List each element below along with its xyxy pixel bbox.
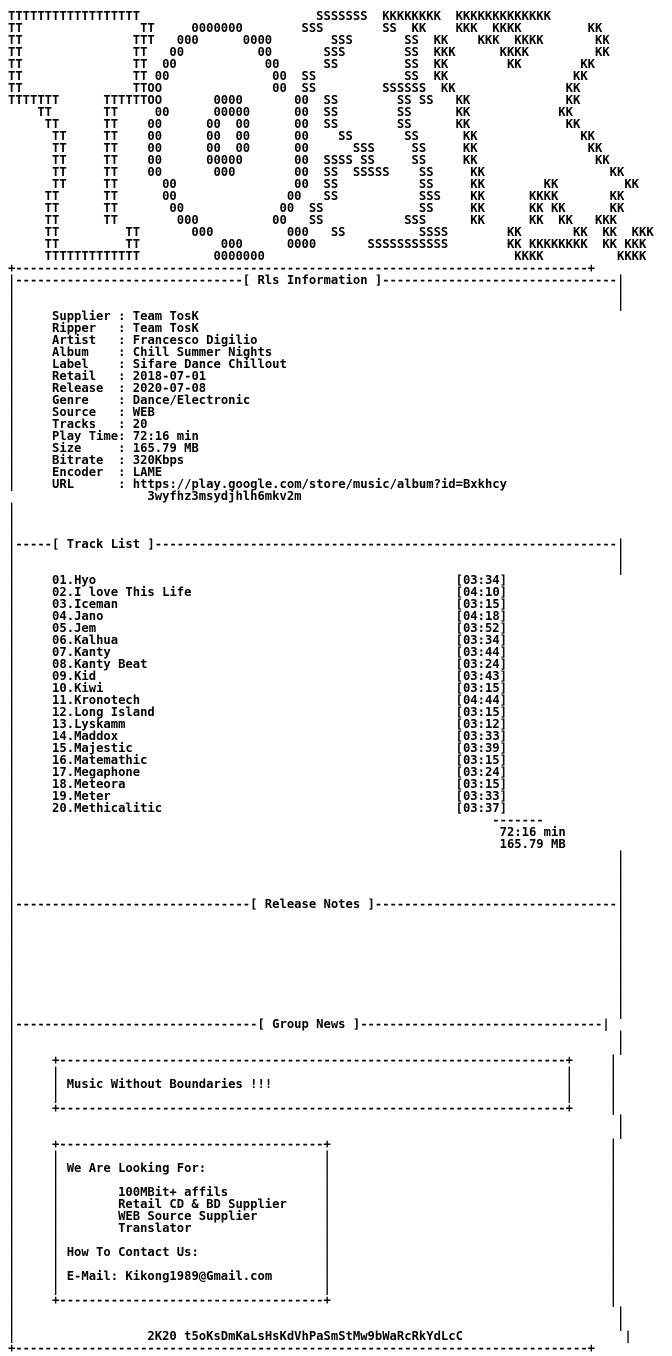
total-size: 165.79 MB: [499, 837, 566, 851]
looking-for-title: We Are Looking For:: [66, 1161, 207, 1175]
track-number: 02: [52, 585, 67, 599]
looking-for-item: Translator: [118, 1221, 192, 1235]
track-duration: 03:44: [462, 645, 500, 659]
looking-for-item: Retail CD & BD Supplier: [118, 1197, 287, 1211]
release-info-value: 2018-07-01: [132, 369, 207, 383]
release-info-row: | Album : Chill Summer Nights: [8, 345, 273, 359]
looking-for-item: 100MBit+ affils: [118, 1185, 229, 1199]
track-number: 19: [52, 789, 67, 803]
release-info-value: https://play.google.com/store/music/album?id=Bxkhcy 3wyfhz3msydjhlh6mkv2m: [132, 477, 507, 503]
track-duration: 03:12: [462, 717, 500, 731]
track-row: | 14.Maddox [03:33]: [8, 729, 507, 743]
track-list-header: |-----[ Track List ]---------------------------------------------------------------|: [8, 537, 625, 551]
track-title: Matemathic: [74, 753, 148, 767]
track-duration: 03:33: [462, 729, 500, 743]
track-title: Kronotech: [74, 693, 141, 707]
track-row: | 01.Hyo [03:34]: [8, 573, 507, 587]
release-info-value: Francesco Digilio: [132, 333, 258, 347]
release-info-row: | Tracks : 20: [8, 417, 148, 431]
track-number: 10: [52, 681, 67, 695]
track-duration: 04:10: [462, 585, 500, 599]
track-row: | 04.Jano [04:18]: [8, 609, 507, 623]
track-duration: 04:44: [462, 693, 500, 707]
group-news-header: |---------------------------------[ Group News ]---------------------------------|: [8, 1017, 610, 1031]
release-info-row: | Supplier : Team TosK: [8, 309, 199, 323]
track-title: Jano: [74, 609, 104, 623]
track-duration: 03:15: [462, 777, 500, 791]
track-number: 09: [52, 669, 67, 683]
release-info-key: Label: [52, 357, 119, 371]
release-info-row: | Size : 165.79 MB: [8, 441, 199, 455]
track-row: | 17.Megaphone [03:24]: [8, 765, 507, 779]
track-duration: 03:15: [462, 753, 500, 767]
track-title: Methicalitic: [74, 801, 163, 815]
contact-title: How To Contact Us:: [66, 1245, 199, 1259]
release-info-key: Encoder: [52, 465, 119, 479]
track-title: Long Island: [74, 705, 155, 719]
release-info-row: | Label : Sifare Dance Chillout: [8, 357, 287, 371]
track-row: | 19.Meter [03:33]: [8, 789, 507, 803]
release-info-key: Genre: [52, 393, 119, 407]
release-info-value: Team TosK: [132, 309, 199, 323]
track-number: 16: [52, 753, 67, 767]
release-info-row: | Bitrate : 320Kbps: [8, 453, 185, 467]
track-title: I love This Life: [74, 585, 192, 599]
release-info-value: 72:16 min: [132, 429, 199, 443]
release-info-value: Team TosK: [132, 321, 199, 335]
track-number: 15: [52, 741, 67, 755]
release-info-key: Source: [52, 405, 119, 419]
release-info-key: Bitrate: [52, 453, 119, 467]
track-row: | 02.I love This Life [04:10]: [8, 585, 507, 599]
track-number: 17: [52, 765, 67, 779]
track-title: Kanty: [74, 645, 111, 659]
release-info-value: WEB: [132, 405, 155, 419]
track-row: | 10.Kiwi [03:15]: [8, 681, 507, 695]
track-number: 18: [52, 777, 67, 791]
track-title: Kid: [74, 669, 97, 683]
track-number: 06: [52, 633, 67, 647]
track-row: | 06.Kalhua [03:34]: [8, 633, 507, 647]
release-info-value: Sifare Dance Chillout: [132, 357, 287, 371]
track-duration: 03:15: [462, 705, 500, 719]
release-info-value: 320Kbps: [132, 453, 185, 467]
track-row: | 05.Jem [03:52]: [8, 621, 507, 635]
release-info-value: Chill Summer Nights: [132, 345, 273, 359]
track-duration: 03:39: [462, 741, 500, 755]
ascii-logo: TTTTTTTTTTTTTTTTTT SSSSSSS KKKKKKKK KKKKKKKKKKKKK TT TT 0000000 SSS SS KK KKK KKKK KK TT TTT 000 0000 SSS SS KK KKK KKKK KK TT TT 00 00 SSS SS KKK KKKK KK TT TT 00 00 SS SS KK KK KK TT TT 00 00 SS SS KK KK TT TTOO 00 SS SSSSSS KK KK TTTTTTT TTTTTTOO 0000 00 SS SS SS KK KK TT TT 00 00000 00 SS SS KK KK TT TT 00 00 00 00 SS SS KK KK TT TT 00 00 00 00 SS SS KK KK TT TT 00 00 00 00 SSS SS KK KK TT TT 00 00000 00 SSSS SS SS KK KK TT TT 00 000 00 SS SSSSS SS KK KK TT TT 00 00 SS SS KK KK KK TT TT 00 00 SS SSS KK KKKK KK TT TT 00 00 SS SS KK KK KK KK TT TT 000 00 SS SSS KK KK KK KKK TT TT 000 000 SS SSSS KK KK KK KKK TT TT 000 0000 SSSSSSSSSSS KK KKKKKKKK KK KKK TTTTTTTTTTTTT 0000000 KKKK KKKK: [8, 9, 654, 263]
track-number: 12: [52, 705, 67, 719]
track-title: Megaphone: [74, 765, 141, 779]
track-number: 04: [52, 609, 67, 623]
release-info-key: Retail: [52, 369, 119, 383]
release-info-key: URL: [52, 477, 119, 491]
track-title: Iceman: [74, 597, 119, 611]
release-info-row: | Genre : Dance/Electronic: [8, 393, 251, 407]
release-info-key: Ripper: [52, 321, 119, 335]
track-duration: 03:24: [462, 765, 500, 779]
bottom-border: +------------------------------------------------------------------------------+: [8, 1341, 595, 1355]
track-title: Majestic: [74, 741, 133, 755]
track-title: Hyo: [74, 573, 97, 587]
release-info-key: Album: [52, 345, 119, 359]
track-duration: 03:15: [462, 681, 500, 695]
total-play-time: 72:16 min: [499, 825, 566, 839]
footer-tag: 2K20 t5oKsDmKaLsHsKdVhPaSmStMw9bWaRcRkYdLcC: [147, 1329, 463, 1343]
release-info-row: | Artist : Francesco Digilio: [8, 333, 258, 347]
track-duration: 03:52: [462, 621, 500, 635]
track-title: Kanty Beat: [74, 657, 148, 671]
release-info-row: | URL : https://play.google.com/store/music/album?id=Bxkhcy 3wyfhz3msydjhlh6mkv2m: [8, 477, 507, 503]
top-border: +------------------------------------------------------------------------------+: [8, 261, 595, 275]
track-row: | 09.Kid [03:43]: [8, 669, 507, 683]
track-duration: 03:33: [462, 789, 500, 803]
track-row: | 03.Iceman [03:15]: [8, 597, 507, 611]
track-duration: 04:18: [462, 609, 500, 623]
looking-for-item: WEB Source Supplier: [118, 1209, 258, 1223]
track-row: | 08.Kanty Beat [03:24]: [8, 657, 507, 671]
release-info-key: Artist: [52, 333, 119, 347]
track-number: 11: [52, 693, 67, 707]
track-row: | 16.Matemathic [03:15]: [8, 753, 507, 767]
release-info-row: | Play Time: 72:16 min: [8, 429, 199, 443]
track-number: 13: [52, 717, 67, 731]
track-number: 14: [52, 729, 67, 743]
track-duration: 03:15: [462, 597, 500, 611]
release-info-key: Play Time: [52, 429, 119, 443]
track-duration: 03:34: [462, 633, 500, 647]
track-row: | 07.Kanty [03:44]: [8, 645, 507, 659]
release-info-key: Size: [52, 441, 119, 455]
track-row: | 18.Meteora [03:15]: [8, 777, 507, 791]
contact-email: E-Mail: Kikong1989@Gmail.com: [66, 1269, 273, 1283]
track-number: 01: [52, 573, 67, 587]
release-info-row: | Source : WEB: [8, 405, 155, 419]
release-info-value: 2020-07-08: [132, 381, 207, 395]
track-number: 05: [52, 621, 67, 635]
track-title: Kiwi: [74, 681, 104, 695]
release-info-value: LAME: [132, 465, 163, 479]
release-info-list: | Supplier : Team TosK | Ripper : Team TosK | Artist : Francesco Digilio | Album : Chill Summer Nights | Label : Sifare Dance Chillout | Retail : 2018-07-01 | Release : 2020-07-08 | Genre : Dance/Electronic | Source : WEB | Tracks : 20 | Play Time: 72:16 min | Size : 165.79 MB | Bitrate : 320Kbps | Encoder : LAME | URL : https://play.google.com/store/music/album?id=Bxkhcy 3wyfhz3msydjhlh6mkv2m | |: [8, 310, 654, 526]
track-list: [8, 574, 654, 814]
track-title: Meter: [74, 789, 111, 803]
track-row: | 20.Methicalitic [03:37]: [8, 801, 507, 815]
track-duration: 03:43: [462, 669, 500, 683]
track-row: | 11.Kronotech [04:44]: [8, 693, 507, 707]
rls-info-header: |-------------------------------[ Rls Information ]--------------------------------|: [8, 273, 625, 287]
track-number: 20: [52, 801, 67, 815]
track-duration: 03:34: [462, 573, 500, 587]
release-info-row: | Encoder : LAME: [8, 465, 163, 479]
release-info-key: Tracks: [52, 417, 119, 431]
track-number: 03: [52, 597, 67, 611]
group-slogan: Music Without Boundaries !!!: [66, 1077, 273, 1091]
release-info-row: | Retail : 2018-07-01: [8, 369, 207, 383]
track-number: 07: [52, 645, 67, 659]
release-notes-header: |--------------------------------[ Release Notes ]---------------------------------|: [8, 897, 625, 911]
track-duration: 03:37: [462, 801, 500, 815]
track-title: Jem: [74, 621, 97, 635]
release-info-key: Release: [52, 381, 119, 395]
release-info-row: | Ripper : Team TosK: [8, 321, 199, 335]
release-info-key: Supplier: [52, 309, 119, 323]
release-info-value: 20: [132, 417, 148, 431]
totals-rule: -------: [492, 813, 544, 827]
release-info-row: | Release : 2020-07-08: [8, 381, 207, 395]
track-title: Lyskamm: [74, 717, 126, 731]
track-title: Meteora: [74, 777, 126, 791]
track-title: Maddox: [74, 729, 119, 743]
track-row: | 15.Majestic [03:39]: [8, 741, 507, 755]
release-info-value: 165.79 MB: [132, 441, 199, 455]
track-duration: 03:24: [462, 657, 500, 671]
track-number: 08: [52, 657, 67, 671]
release-info-value: Dance/Electronic: [132, 393, 251, 407]
track-title: Kalhua: [74, 633, 119, 647]
track-row: | 12.Long Island [03:15]: [8, 705, 507, 719]
track-row: | 13.Lyskamm [03:12]: [8, 717, 507, 731]
nfo-document: TTTTTTTTTTTTTTTTTT SSSSSSS KKKKKKKK KKKKKKKKKKKKK TT TT 0000000 SSS SS KK KKK KKKK KK TT TTT 000 0000 SSS SS KK KKK KKKK KK TT TT 00 00 SSS SS KKK KKKK KK TT TT 00 00 SS SS KK KK KK TT TT 00 00 SS SS KK KK TT TTOO 00 SS SSSSSS KK KK TTTTTTT TTTTTTOO 0000 00 SS SS SS KK KK TT TT 00 00000 00 SS SS KK KK TT TT 00 00 00 00 SS SS KK KK TT TT 00 00 00 00 SS SS KK KK TT TT 00 00 00 00 SSS SS KK KK TT TT 00 00000 00 SSSS SS SS KK KK TT TT 00 000 00 SS SSSSS SS KK KK TT TT 00 00 SS SS KK KK KK TT TT 00 00 SS SSS KK KKKK KK TT TT 00 00 SS SS KK KK KK KK TT TT 000 00 SS SSS KK KK KK KKK TT TT 000 000 SS SSSS KK KK KK KKK TT TT 000 0000 SSSSSSSSSSS KK KKKKKKKK KK KKK TTTTTTTTTTTTT 0000000 KKKK KKKK +------------------------------------------------------------------------------+ |-------------------------------[ Rls Information ]--------------------------------| | | | | | Supplier : Team TosK | Ripper : Team TosK | Artist : Francesco Digilio | Album : Chill Summer Nights | Label : Sifare Dance Chillout | Retail : 2018-07-01 | Release : 2020-07-08 | Genre : Dance/Electronic | Source : WEB | Tracks : 20 | Play Time: 72:16 min | Size : 165.79 MB | Bitrate : 320Kbps | Encoder : LAME | URL : https://play.google.com/store/music/album?id=Bxkhcy 3wyfhz3msydjhlh6mkv2m | | | |-----[ Track List ]---------------------------------------------------------------| | | | | | 01.Hyo [03:34] | 02.I love This Life [04:10] | 03.Iceman [03:15] | 04.Jano [04:18] | 05.Jem [03:52] | 06.Kalhua [03:34] | 07.Kanty [03:44] | 08.Kanty Beat [03:24] | 09.Kid [03:43] | 10.Kiwi [03:15] | 11.Kronotech [04:44] | 12.Long Island [03:15] | 13.Lyskamm [03:12] | 14.Maddox [03:33] | 15.Majestic [03:39] | 16.Matemathic [03:15] | 17.Megaphone [03:24] | 18.Meteora [03:15] | 19.Meter [03:33] | 20.Methicalitic [03:37] | ------- | 72:16 min | 165.79 MB | | | | | | | | |--------------------------------[ Release Notes ]---------------------------------| | | | | | | | | | | | | | | | | | | |---------------------------------[ Group News ]---------------------------------| | | | | | +---------------------------------------------------------------------+ | | | | | | | Music Without Boundaries !!! | | | | | | | +---------------------------------------------------------------------+ | | | | | | +------------------------------------+ | | | | | | | We Are Looking For: | | | | | | | | 100MBit+ affils | | | | Retail CD & BD Supplier | | | | WEB Source Supplier | | | | Translator | | | | | | | | How To Contact Us: | | | | | | | | E-Mail: Kikong1989@Gmail.com | | | | | | | +------------------------------------+ | | | | | | 2K20 t5oKsDmKaLsHsKdVhPaSmStMw9bWaRcRkYdLcC | +------------------------------------------------------------------------------+: [8, 9, 654, 1355]
